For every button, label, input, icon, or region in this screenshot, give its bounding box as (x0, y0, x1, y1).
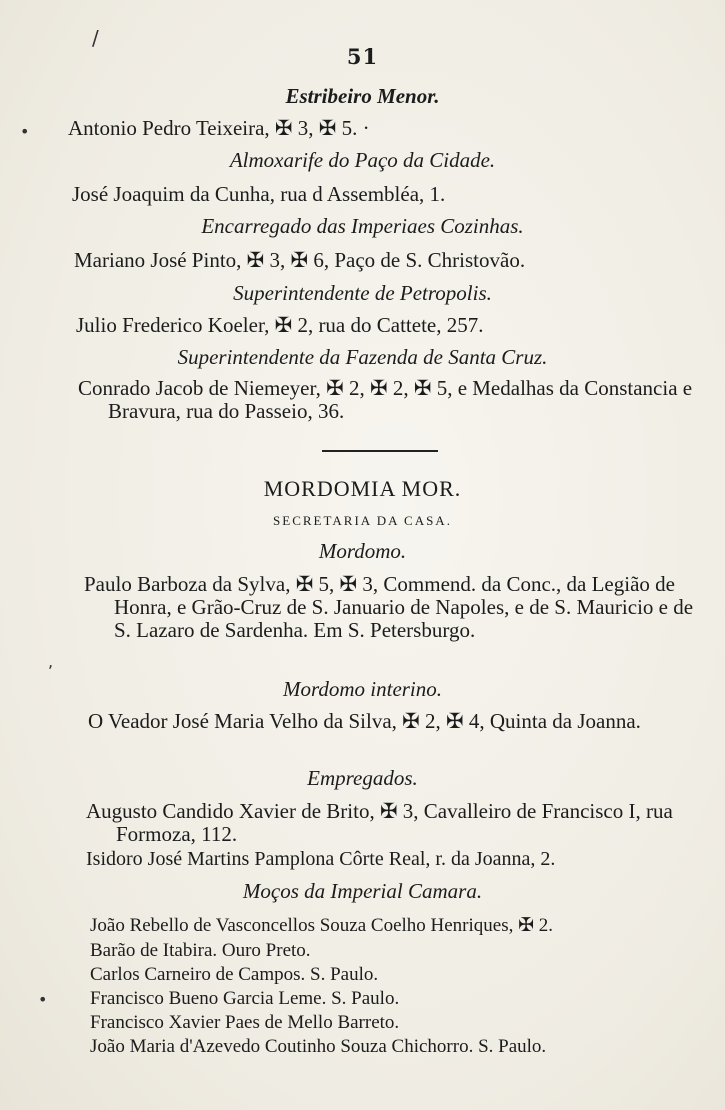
entry-mariano-jose: Mariano José Pinto, ✠ 3, ✠ 6, Paço de S. Christovão. (74, 248, 526, 272)
list-item-joao-rebello: João Rebello de Vasconcellos Souza Coelho Henriques, ✠ 2. (90, 915, 554, 936)
list-item-francisco-xavier: Francisco Xavier Paes de Mello Barreto. (90, 1012, 400, 1033)
heading-empregados: Empregados. (307, 766, 418, 790)
section-divider (322, 450, 438, 452)
heading-mordomo-interino: Mordomo interino. (282, 677, 443, 701)
entry-veador-jose-maria: O Veador José Maria Velho da Silva, ✠ 2, ✠ 4, Quinta da Joanna. (88, 709, 641, 733)
list-item-joao-maria: João Maria d'Azevedo Coutinho Souza Chichorro. S. Paulo. (90, 1036, 547, 1057)
heading-mocos-camara: Moços da Imperial Camara. (242, 879, 483, 903)
entry-antonio-pedro: Antonio Pedro Teixeira, ✠ 3, ✠ 5. · (68, 116, 370, 140)
subtitle-secretaria: SECRETARIA DA CASA. (273, 513, 452, 528)
heading-santa-cruz: Superintendente da Fazenda de Santa Cruz. (177, 345, 548, 369)
heading-petropolis: Superintendente de Petropolis. (233, 281, 492, 305)
stray-comma-mark: , (48, 652, 54, 671)
entry-conrado-jacob: Conrado Jacob de Niemeyer, ✠ 2, ✠ 2, ✠ 5, e Medalhas da Constancia e Bravura, rua do Passeio, 36. (78, 376, 693, 423)
list-item-francisco-bueno: Francisco Bueno Garcia Leme. S. Paulo. (90, 988, 400, 1009)
heading-cozinhas: Encarregado das Imperiaes Cozinhas. (201, 214, 524, 238)
heading-almoxarife: Almoxarife do Paço da Cidade. (229, 148, 496, 172)
stray-dot-mark-lower: • (38, 990, 48, 1009)
list-item-carlos-carneiro: Carlos Carneiro de Campos. S. Paulo. (90, 964, 379, 985)
entry-julio-frederico: Julio Frederico Koeler, ✠ 2, rua do Cattete, 257. (76, 313, 484, 337)
page-number: 51 (346, 44, 379, 69)
entry-paulo-barboza: Paulo Barboza da Sylva, ✠ 5, ✠ 3, Commend. da Conc., da Legião de Honra, e Grão-Cruz de S. Januario de Napoles, e de S. Mauricio e de S. Lazaro de Sardenha. Em S. Petersburgo. (84, 572, 694, 642)
entry-isidoro-jose: Isidoro José Martins Pamplona Côrte Real, r. da Joanna, 2. (86, 848, 556, 870)
entry-augusto-candido: Augusto Candido Xavier de Brito, ✠ 3, Cavalleiro de Francisco I, rua Formoza, 112. (86, 799, 673, 846)
stray-slash-mark: / (92, 26, 99, 50)
heading-estribeiro-menor: Estribeiro Menor. (285, 84, 440, 108)
stray-dot-mark: • (20, 122, 30, 141)
entry-jose-joaquim: José Joaquim da Cunha, rua d Assembléa, 1. (72, 182, 446, 206)
title-mordomia-mor: MORDOMIA MOR. (263, 476, 462, 501)
list-item-barao-itabira: Barão de Itabira. Ouro Preto. (90, 940, 311, 961)
heading-mordomo: Mordomo. (318, 539, 407, 563)
